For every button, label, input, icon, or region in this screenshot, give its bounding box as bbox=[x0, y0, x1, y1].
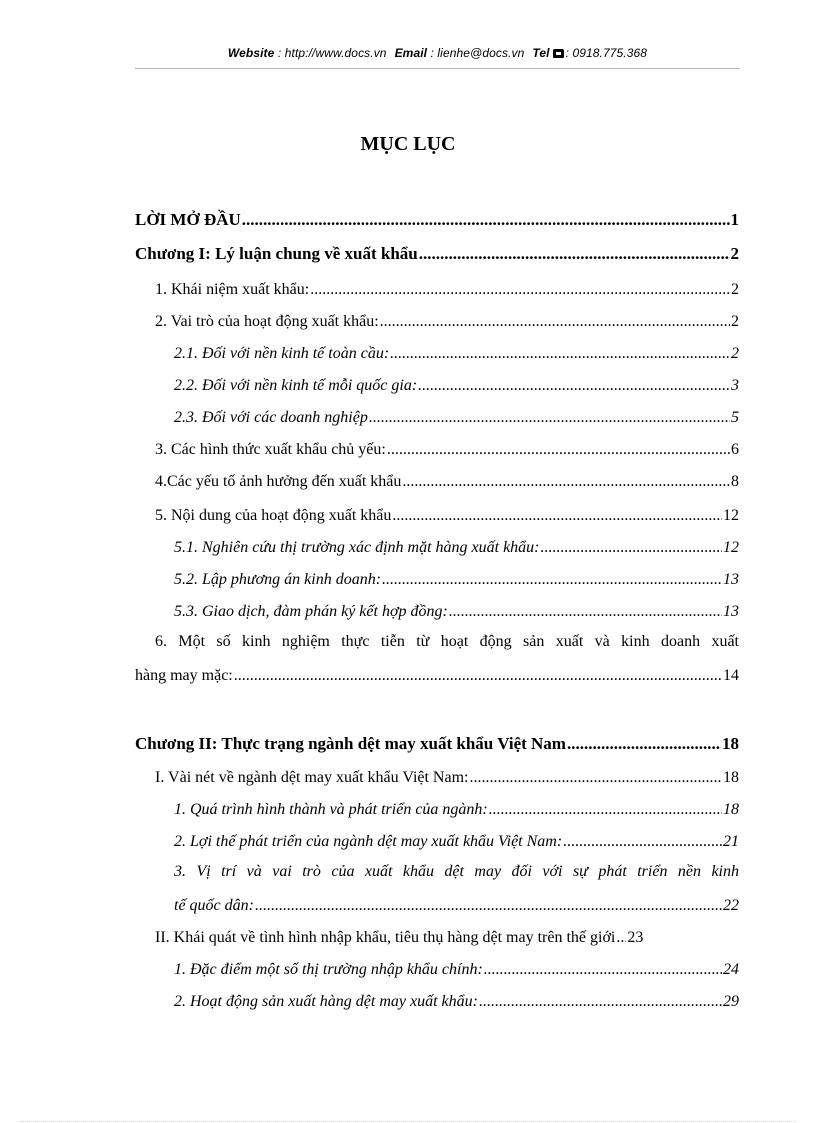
toc-leader-dots bbox=[369, 408, 730, 428]
toc-leader-dots bbox=[469, 768, 722, 788]
toc-leader-dots bbox=[382, 570, 722, 590]
toc-leader-dots bbox=[418, 376, 730, 396]
toc-entry-ch2-I-3-line-1[interactable]: 3. Vị trí và vai trò của xuất khẩu dệt may đối với sự phát triển nền kinh bbox=[174, 863, 739, 880]
website-sep: : bbox=[274, 46, 285, 60]
toc-entry-page: 1 bbox=[730, 210, 739, 229]
toc-entry-title: 1. Quá trình hình thành và phát triển của ngành: bbox=[174, 801, 488, 818]
toc-entry-title: 2.3. Đối với các doanh nghiệp bbox=[174, 409, 368, 426]
toc-entry-2-2[interactable] bbox=[135, 376, 739, 396]
website-url[interactable]: http://www.docs.vn bbox=[284, 46, 387, 60]
toc-entry-title: hàng may mặc: bbox=[135, 667, 233, 684]
toc-entry-page: 12 bbox=[723, 507, 739, 524]
toc-entry-page: 22 bbox=[723, 897, 739, 914]
toc-entry-page: 13 bbox=[723, 571, 739, 588]
toc-entry-5[interactable] bbox=[135, 506, 739, 526]
toc-entry-2-3[interactable] bbox=[135, 408, 739, 428]
toc-entry-ch2-II-2[interactable] bbox=[135, 992, 739, 1012]
email-address[interactable]: lienhe@docs.vn bbox=[437, 46, 525, 60]
toc-entry-title: 2. Hoạt động sản xuất hàng dệt may xuất khẩu: bbox=[174, 993, 478, 1010]
toc-entry-page: 18 bbox=[723, 769, 739, 786]
toc-leader-dots bbox=[484, 960, 722, 980]
toc-entry-5-3[interactable] bbox=[135, 602, 739, 622]
toc-entry-title: 2.1. Đối với nền kinh tế toàn cầu: bbox=[174, 345, 390, 362]
toc-entry-page: 23 bbox=[627, 929, 644, 946]
toc-entry-page: 14 bbox=[723, 667, 739, 684]
toc-entry-1[interactable] bbox=[135, 280, 739, 300]
toc-entry-5-1[interactable] bbox=[135, 538, 739, 558]
toc-entry-page: 3 bbox=[731, 377, 739, 394]
toc-entry-3[interactable] bbox=[135, 440, 739, 460]
toc-entry-page: 21 bbox=[723, 833, 739, 850]
toc-entry-preface[interactable] bbox=[135, 210, 739, 230]
toc-leader-dots bbox=[387, 440, 730, 460]
toc-entry-4[interactable] bbox=[135, 472, 739, 492]
toc-leader-dots bbox=[242, 210, 730, 230]
toc-entry-title: 3. Các hình thức xuất khẩu chủ yếu: bbox=[155, 441, 386, 458]
toc-leader-dots bbox=[419, 244, 730, 264]
toc-entry-page: 2 bbox=[731, 313, 739, 330]
toc-entry-6[interactable] bbox=[135, 666, 739, 686]
tel-number: : 0918.775.368 bbox=[565, 46, 648, 60]
toc-entry-title: 4.Các yếu tố ảnh hưởng đến xuất khẩu bbox=[155, 473, 402, 490]
page-header bbox=[135, 46, 740, 60]
toc-entry-chapter-2[interactable] bbox=[135, 734, 739, 754]
toc-entry-page: 2 bbox=[731, 281, 739, 298]
toc-leader-dots bbox=[380, 312, 730, 332]
toc-entry-page: 12 bbox=[723, 539, 739, 556]
toc-leader-dots bbox=[449, 602, 722, 622]
toc-entry-title: 1. Đặc điểm một số thị trường nhập khẩu chính: bbox=[174, 961, 483, 978]
toc-entry-title: Chương II: Thực trạng ngành dệt may xuất khẩu Việt Nam bbox=[135, 734, 566, 753]
toc-entry-ch2-I-3[interactable] bbox=[135, 896, 739, 916]
toc-entry-page: 18 bbox=[723, 801, 739, 818]
toc-entry-page: 6 bbox=[731, 441, 739, 458]
toc-entry-title: 2.2. Đối với nền kinh tế mỗi quốc gia: bbox=[174, 377, 418, 394]
toc-entry-title: II. Khái quát về tình hình nhập khẩu, tiêu thụ hàng dệt may trên thế giới bbox=[155, 929, 616, 946]
toc-leader-dots bbox=[479, 992, 722, 1012]
toc-entry-title: LỜI MỞ ĐẦU bbox=[135, 210, 241, 229]
header-divider bbox=[135, 68, 740, 69]
toc-leader-dots bbox=[541, 538, 723, 558]
toc-entry-page: 18 bbox=[722, 734, 739, 753]
toc-entry-title: 5.2. Lập phương án kinh doanh: bbox=[174, 571, 382, 588]
toc-entry-2-1[interactable] bbox=[135, 344, 739, 364]
page-title: MỤC LỤC bbox=[360, 133, 456, 155]
toc-entry-2[interactable] bbox=[135, 312, 739, 332]
toc-entry-page: 8 bbox=[731, 473, 739, 490]
toc-leader-dots bbox=[390, 344, 730, 364]
toc-entry-title: 2. Lợi thế phát triển của ngành dệt may xuất khẩu Việt Nam: bbox=[174, 833, 563, 850]
toc-leader-dots bbox=[567, 734, 721, 754]
toc-leader-dots bbox=[616, 928, 626, 948]
toc-entry-page: 2 bbox=[731, 345, 739, 362]
toc-entry-ch2-I-2[interactable] bbox=[135, 832, 739, 852]
toc-leader-dots bbox=[392, 506, 722, 526]
toc-entry-page: 24 bbox=[723, 961, 739, 978]
toc-entry-title: 5.1. Nghiên cứu thị trường xác định mặt hàng xuất khẩu: bbox=[174, 539, 540, 556]
toc-entry-title: tế quốc dân: bbox=[174, 897, 254, 914]
toc-entry-page: 2 bbox=[730, 244, 739, 263]
toc-entry-ch2-I[interactable] bbox=[135, 768, 739, 788]
toc-entry-ch2-II-1[interactable] bbox=[135, 960, 739, 980]
toc-leader-dots bbox=[402, 472, 730, 492]
email-label: Email bbox=[394, 46, 428, 60]
toc-entry-title: 1. Khái niệm xuất khẩu: bbox=[155, 281, 310, 298]
toc-entry-page: 29 bbox=[723, 993, 739, 1010]
toc-entry-ch2-I-1[interactable] bbox=[135, 800, 739, 820]
toc-entry-5-2[interactable] bbox=[135, 570, 739, 590]
website-label: Website bbox=[227, 46, 275, 60]
toc-leader-dots bbox=[255, 896, 722, 916]
toc-entry-page: 5 bbox=[731, 409, 739, 426]
toc-entry-ch2-II[interactable] bbox=[135, 928, 739, 948]
toc-entry-title: 5. Nội dung của hoạt động xuất khẩu bbox=[155, 507, 392, 524]
toc-entry-page: 13 bbox=[723, 603, 739, 620]
tel-label: Tel bbox=[532, 46, 550, 60]
toc-entry-title: Chương I: Lý luận chung về xuất khẩu bbox=[135, 244, 418, 263]
toc-entry-chapter-1[interactable] bbox=[135, 244, 739, 264]
toc-leader-dots bbox=[489, 800, 722, 820]
toc-leader-dots bbox=[310, 280, 730, 300]
toc-entry-title: 5.3. Giao dịch, đàm phán ký kết hợp đồng: bbox=[174, 603, 448, 620]
email-sep: : bbox=[427, 46, 438, 60]
footer-divider bbox=[20, 1121, 796, 1122]
telephone-icon bbox=[553, 49, 564, 58]
toc-leader-dots bbox=[563, 832, 722, 852]
toc-leader-dots bbox=[234, 666, 722, 686]
toc-entry-title: 2. Vai trò của hoạt động xuất khẩu: bbox=[155, 313, 379, 330]
toc-entry-6-line-1[interactable]: 6. Một số kinh nghiệm thực tiễn từ hoạt động sản xuất và kinh doanh xuất bbox=[155, 633, 739, 650]
toc-entry-title: I. Vài nét về ngành dệt may xuất khẩu Việt Nam: bbox=[155, 769, 469, 786]
